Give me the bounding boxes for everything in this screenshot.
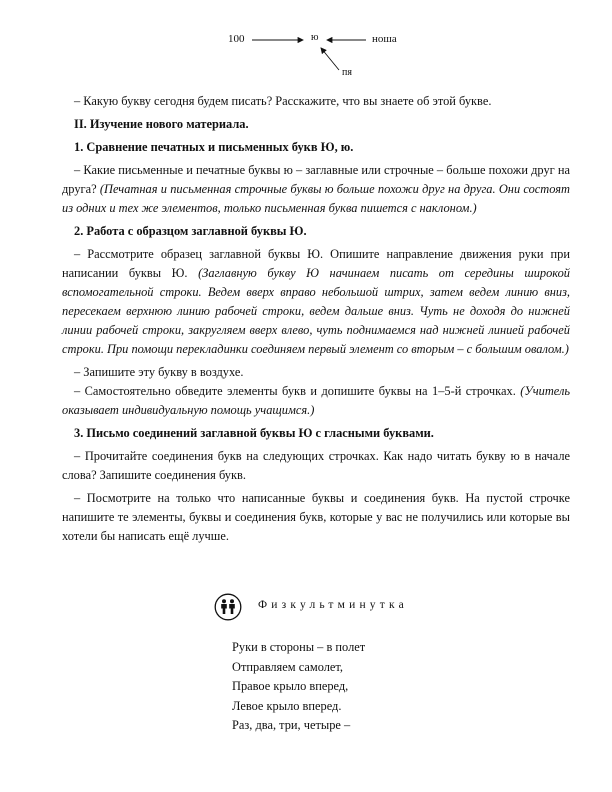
two-people-emblem-icon bbox=[214, 593, 242, 621]
fizkultminutka-title: Физкультминутка bbox=[258, 599, 408, 611]
diagram-bottom-word: пя bbox=[342, 67, 352, 78]
poem-line: Левое крыло вперед. bbox=[232, 698, 342, 713]
poem-line: Отправляем самолет, bbox=[232, 659, 343, 674]
poem-line: Правое крыло вперед, bbox=[232, 679, 349, 694]
arrow-bottom bbox=[321, 48, 339, 70]
tracing-note: (Учитель оказывает индивидуальную помощь учащимся.) bbox=[62, 384, 570, 417]
air-writing-paragraph: – Запишите эту букву в воздухе. bbox=[74, 365, 244, 379]
poem-line: Раз, два, три, четыре – bbox=[232, 718, 351, 733]
lesson-text bbox=[62, 92, 570, 550]
subsection-heading-2: 2. Работа с образцом заглавной буквы Ю. bbox=[74, 224, 307, 238]
fizkultminutka-header bbox=[214, 593, 474, 621]
diagram-right-word: ноша bbox=[372, 33, 397, 45]
poem-line: Руки в стороны – в полет bbox=[232, 640, 366, 654]
section-heading: II. Изучение нового материала. bbox=[74, 117, 249, 131]
comparison-question: – Какие письменные и печатные буквы ю – заглавные или строчные – больше похожи друг на друга? bbox=[62, 163, 570, 196]
sample-instruction: – Рассмотрите образец заглавной буквы Ю. Опишите направление движения руки при написании буквы Ю. bbox=[62, 247, 570, 280]
subsection-heading-3: 3. Письмо соединений заглавной буквы Ю с гласными буквами. bbox=[74, 426, 434, 440]
tracing-paragraph bbox=[62, 382, 570, 420]
reading-paragraph: – Прочитайте соединения букв на следующих строчках. Как надо читать букву ю в начале слова? Запишите соединения букв. bbox=[62, 449, 570, 482]
sample-paragraph bbox=[62, 245, 570, 359]
review-paragraph: – Посмотрите на только что написанные буквы и соединения букв. На пустой строчке напишите те элементы, буквы и соединения букв, которые у вас не получились или которые вы хотели бы написать ещё лучше. bbox=[62, 491, 570, 543]
question-paragraph: – Какую букву сегодня будем писать? Расскажите, что вы знаете об этой букве. bbox=[74, 94, 492, 108]
diagram-arrows bbox=[0, 0, 612, 90]
diagram-number: 100 bbox=[228, 33, 245, 45]
subsection-heading-1: 1. Сравнение печатных и письменных букв Ю, ю. bbox=[74, 140, 354, 154]
exercise-poem bbox=[232, 638, 365, 736]
sample-description: (Заглавную букву Ю начинаем писать от середины широкой вспомогательной строки. Ведем вверх вправо небольшой штрих, затем ведем линию вниз, пересекаем верхнюю линию рабочей строки, ведем дальше вниз. Чуть не доходя до нижней линии рабочей строки, закругляем вверх влево, чуть поднимаемся над нижней линией рабочей строки. При помощи перекладинки соединяем первый элемент со вторым – с большим овалом.) bbox=[62, 266, 571, 356]
diagram-center-letter: ю bbox=[311, 32, 319, 43]
tracing-instruction: – Самостоятельно обведите элементы букв и допишите буквы на 1–5-й строчках. bbox=[74, 384, 521, 398]
comparison-paragraph bbox=[62, 161, 570, 218]
word-diagram bbox=[0, 0, 612, 90]
comparison-answer: (Печатная и письменная строчные буквы ю больше похожи друг на друга. Они состоят из одних и тех же элементов, только письменная буква пишется с наклоном.) bbox=[62, 182, 570, 215]
